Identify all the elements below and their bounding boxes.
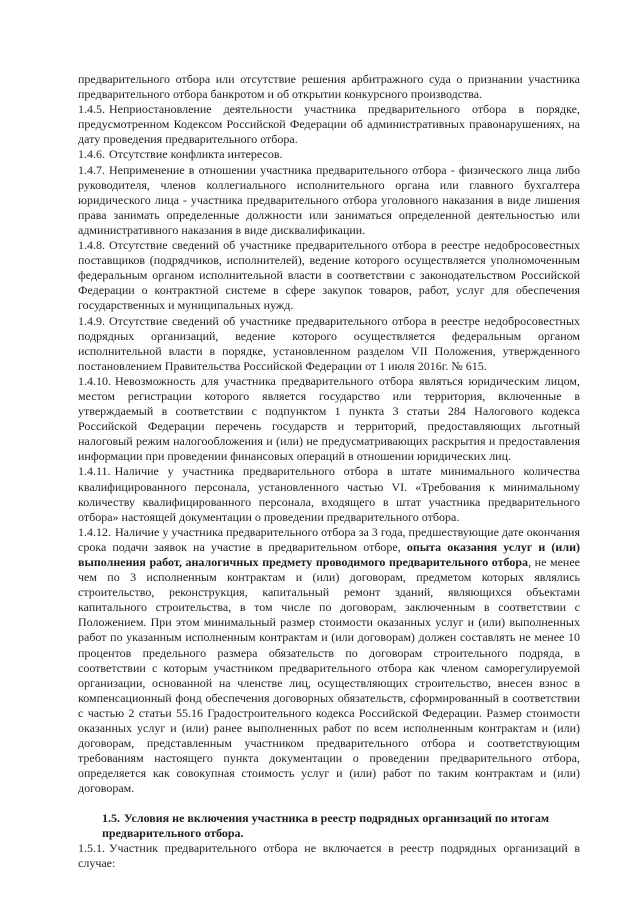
paragraph-1-4-12: 1.4.12. Наличие у участника предварительного отбора за 3 года, предшествующие дате окончания срока подачи заявок на участие в предварительном отборе, опыта оказания услуг и (или) выполнения работ, аналогичных предмету проводимого предварительного отбора, не менее чем по 3 исполненным контрактам и (или) договорам, предметом которых являлись строительство, реконструкция, капитальный ремонт зданий, являющихся объектами капитального строительства, в том числе по договорам, заключенным в соответствии с Положением. При этом минимальный размер стоимости оказанных услуг и (или) выполненных работ по указанным исполненным контрактам и (или договорам) должен составлять не менее 10 процентов предельного размера обязательств по договорам строительного подряда, в соответствии с которым участником предварительного отбора как членом саморегулируемой организации, основанной на членстве лиц, осуществляющих строительство, внесен взнос в компенсационный фонд обеспечения договорных обязательств, сформированный в соответствии с частью 2 статьи 55.16 Градостроительного кодекса Российской Федерации. Размер стоимости оказанных услуг и (или) ранее выполненных работ по всем исполненным контрактам и (или) договорам, представленным участником предварительного отбора и соответствующим требованиям настоящего пункта документации о проведении предварительного отбора, определяется как совокупная стоимость услуг и (или) работ по таким контрактам и (или) договорам. (78, 524, 580, 796)
paragraph-1-5-1: 1.5.1. Участник предварительного отбора не включается в реестр подрядных организаций в случае: (78, 840, 580, 870)
item-number: 1.4.9. (78, 313, 105, 328)
item-number: 1.4.8. (78, 238, 105, 253)
paragraph-1-4-5: 1.4.5. Неприостановление деятельности участника предварительного отбора в порядке, предусмотренном Кодексом Российской Федерации об административных правонарушениях, на дату проведения предварительного отбора. (78, 102, 580, 147)
item-number: 1.4.10. (78, 373, 111, 388)
item-number: 1.4.6. (78, 147, 105, 162)
paragraph-1-4-9: 1.4.9. Отсутствие сведений об участнике предварительного отбора в реестре недобросовестных подрядных организаций, ведение которого осуществляется федеральным органом исполнительной власти в порядке, установленном разделом VII Положения, утвержденного постановлением Правительства Российской Федерации от 1 июля 2016г. № 615. (78, 313, 580, 373)
section-heading-1-5 (78, 811, 580, 841)
bold-phrase: опыта оказания услуг и (или) выполнения работ, аналогичных предмету проводимого предварительного отбора (78, 539, 580, 569)
section-title: Условия не включения участника в реестр подрядных организаций по итогам предварительного отбора. (102, 810, 550, 840)
item-number: 1.4.7. (78, 162, 105, 177)
section-number: 1.5. (102, 810, 120, 825)
paragraph-1-4-7: 1.4.7. Неприменение в отношении участника предварительного отбора - физического лица либо руководителя, членов коллегиального исполнительного органа или главного бухгалтера юридического лица - участника предварительного отбора уголовного наказания в виде лишения права занимать определенные должности или заниматься определенной деятельностью или административного наказания в виде дисквалификации. (78, 162, 580, 237)
document-page (78, 72, 580, 871)
item-number: 1.4.11. (78, 464, 111, 479)
item-number: 1.4.12. (78, 524, 111, 539)
item-number: 1.4.5. (78, 102, 105, 117)
paragraph-1-4-11: 1.4.11. Наличие у участника предварительного отбора в штате минимального количества квалифицированного персонала, установленного частью VI. «Требования к минимальному количеству квалифицированного персонала, входящего в штат участника предварительного отбора» настоящей документации о проведении предварительного отбора. (78, 464, 580, 524)
item-number: 1.5.1. (78, 840, 105, 855)
paragraph-1-4-10: 1.4.10. Невозможность для участника предварительного отбора являться юридическим лицом, местом регистрации которого является государство или территория, включенные в утверждаемый в соответствии с подпунктом 1 пункта 3 статьи 284 Налогового кодекса Российской Федерации перечень государств и территорий, предоставляющих льготный налоговый режим налогообложения и (или) не предусматривающих раскрытия и предоставления информации при проведении финансовых операций в отношении юридических лиц. (78, 373, 580, 464)
paragraph-continued: предварительного отбора или отсутствие решения арбитражного суда о признании участника предварительного отбора банкротом и об открытии конкурсного производства. (78, 72, 580, 102)
paragraph-1-4-8: 1.4.8. Отсутствие сведений об участнике предварительного отбора в реестре недобросовестных поставщиков (подрядчиков, исполнителей), ведение которого осуществляется уполномоченным федеральным органом исполнительной власти в соответствии с законодательством Российской Федерации о контрактной системе в сфере закупок товаров, работ, услуг для обеспечения государственных и муниципальных нужд. (78, 238, 580, 313)
paragraph-1-4-6: 1.4.6. Отсутствие конфликта интересов. (78, 147, 283, 162)
